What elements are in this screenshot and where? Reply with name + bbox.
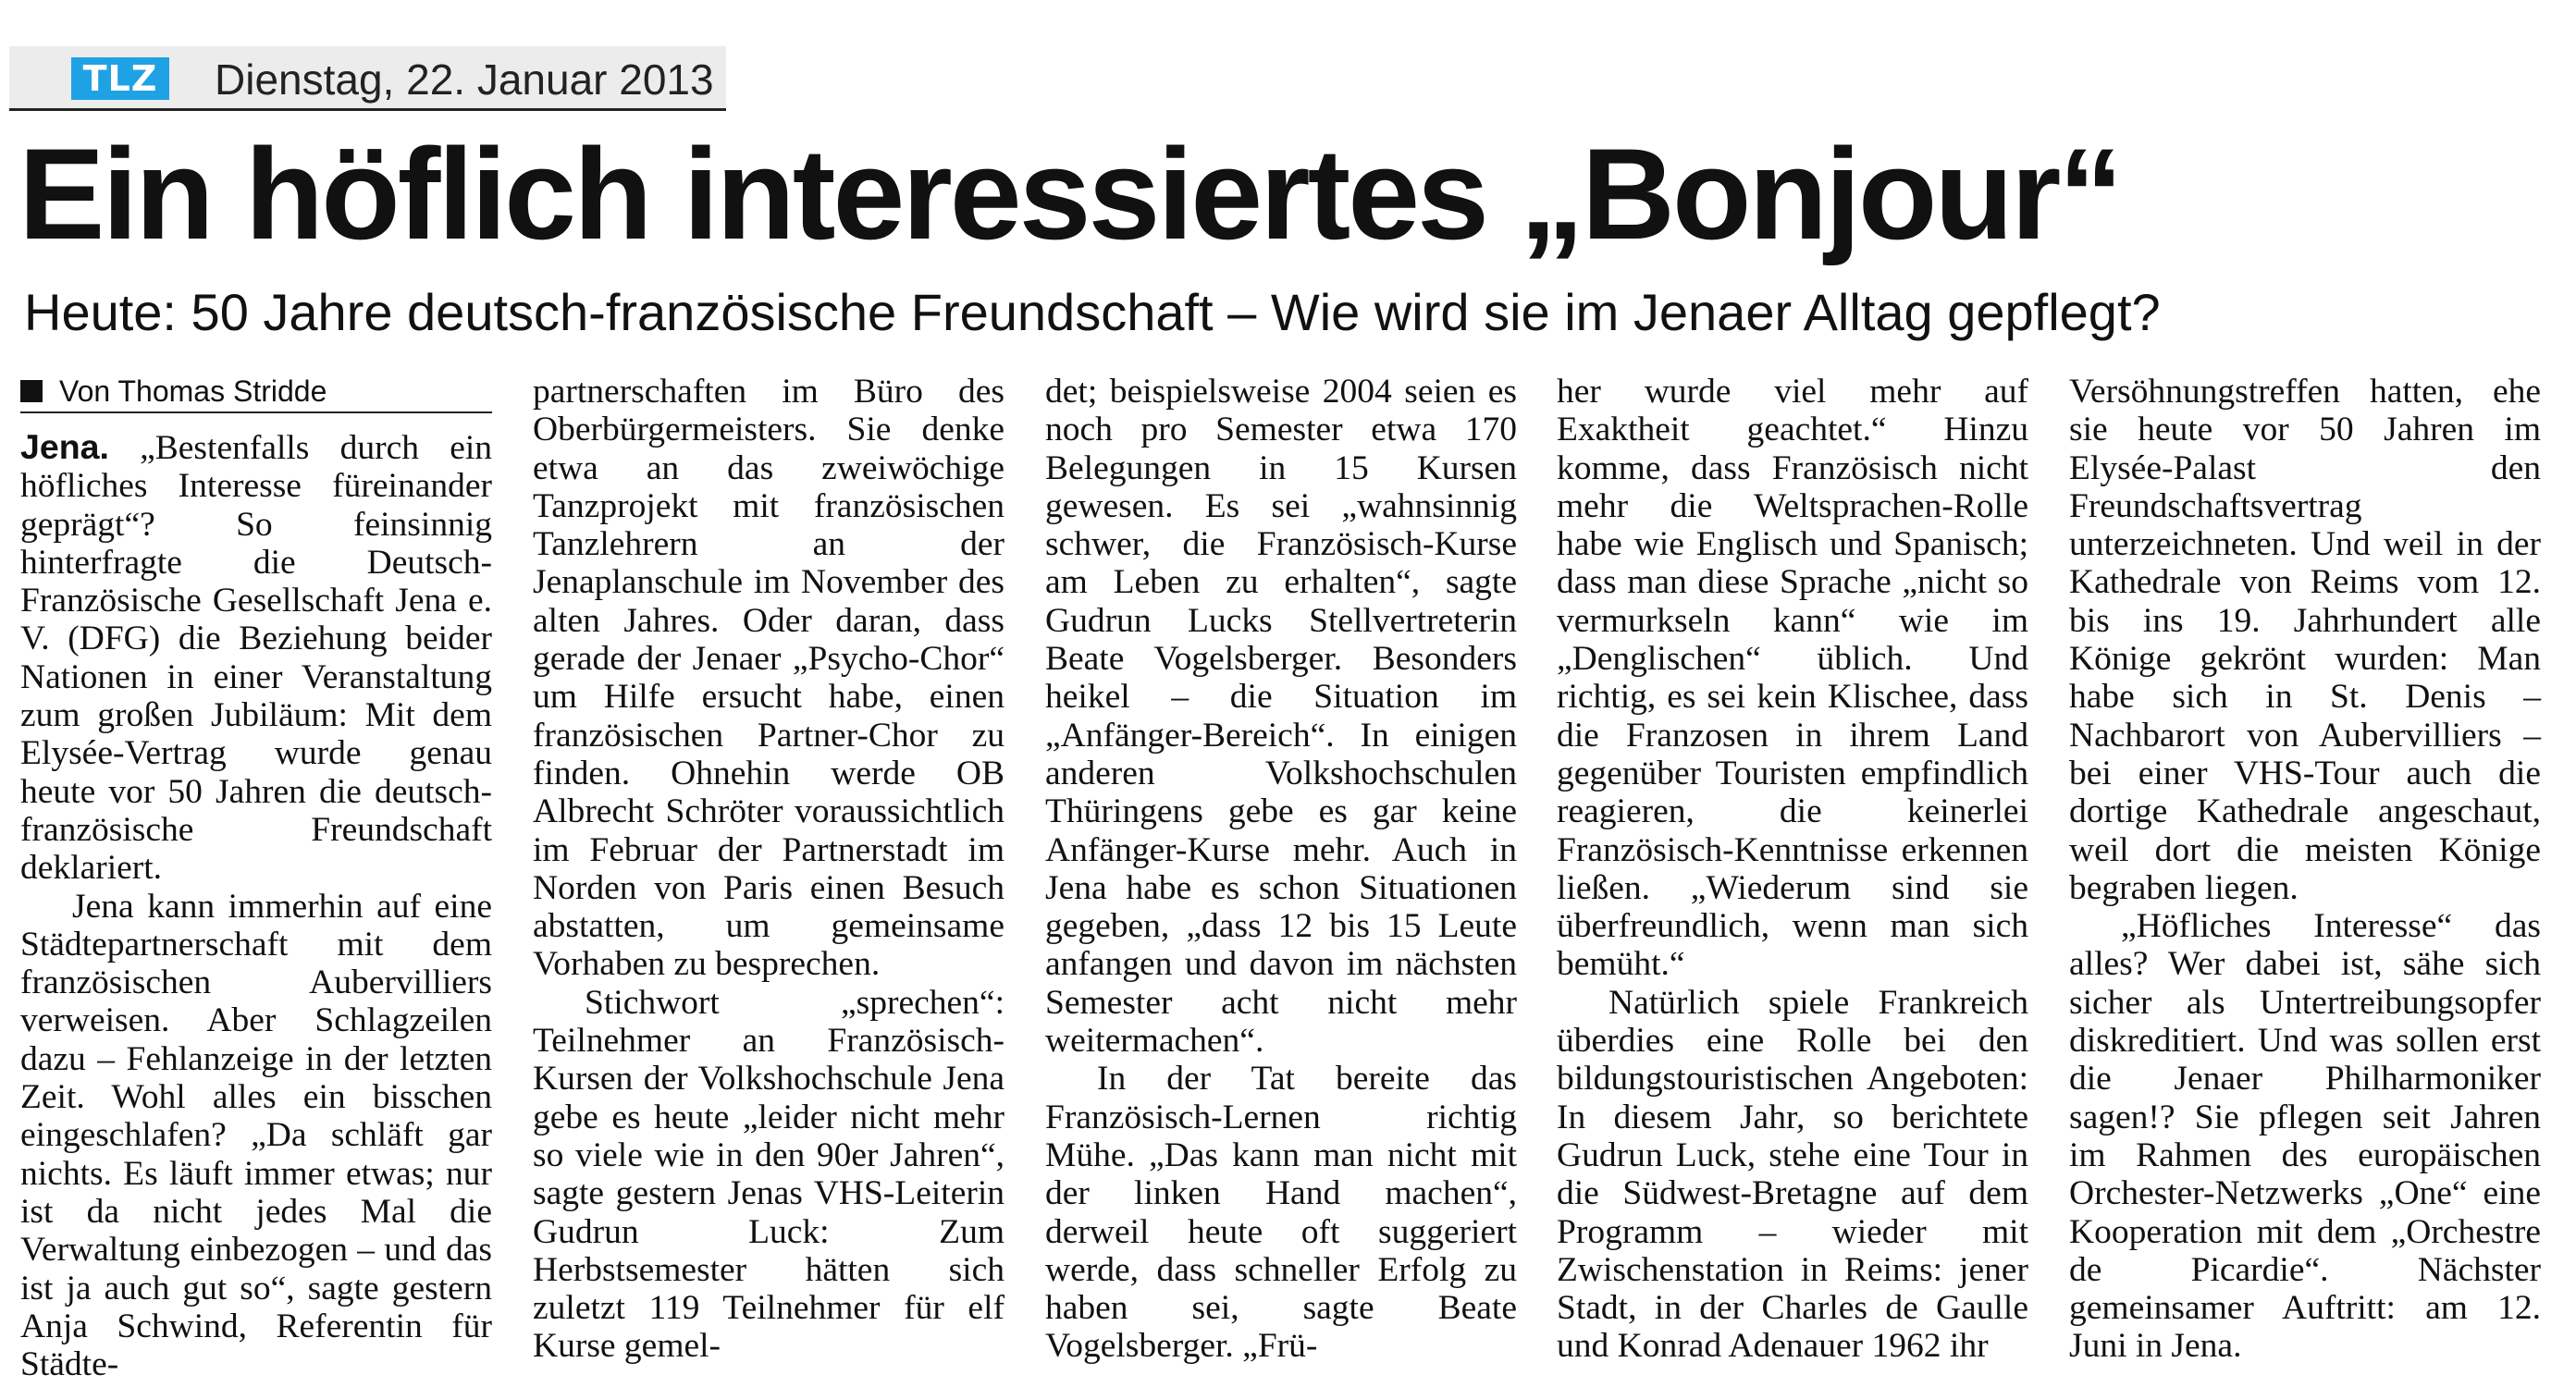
paragraph: Stichwort „sprechen“: Teilnehmer an Französisch-Kursen der Volkshochschule Jena gebe es heute „leider nicht mehr so viele wie in den 90er Jahren“, sagte gestern Jenas VHS-Leiterin Gudrun Luck: Zum Herbstsemester hätten sich zuletzt 119 Teilnehmer für elf Kurse gemel- xyxy=(533,983,1005,1366)
article-headline: Ein höflich interessiertes „Bonjour“ xyxy=(18,121,2121,266)
article-column-3 xyxy=(1045,373,1517,1366)
paragraph: her wurde viel mehr auf Exaktheit geachtet.“ Hinzu komme, dass Französisch nicht mehr die Weltsprachen-Rolle habe wie Englisch und Spanisch; dass man diese Sprache „nicht so vermurkseln kann“ wie im „Denglischen“ üblich. Und richtig, es sei kein Klischee, dass die Franzosen in ihrem Land gegenüber Touristen empfindlich reagieren, die keinerlei Französisch-Kenntnisse erkennen ließen. „Wiederum sind sie überfreundlich, wenn man sich bemüht.“ xyxy=(1557,373,2028,984)
article-column-2 xyxy=(533,373,1005,1366)
tlz-logo: TLZ xyxy=(71,57,169,100)
dateline: Jena. xyxy=(20,427,109,466)
byline xyxy=(20,373,492,413)
paragraph: det; beispielsweise 2004 seien es noch pro Semester etwa 170 Belegungen in 15 Kursen gewesen. Es sei „wahnsinnig schwer, die Französisch-Kurse am Leben zu erhalten“, sagte Gudrun Lucks Stellvertreterin Beate Vogelsberger. Besonders heikel – die Situation im „Anfänger-Bereich“. In einigen anderen Volkshochschulen Thüringens gebe es gar keine Anfänger-Kurse mehr. Auch in Jena habe es schon Situationen gegeben, „dass 12 bis 15 Leute anfangen und davon im nächsten Semester acht nicht mehr weitermachen“. xyxy=(1045,373,1517,1061)
paragraph xyxy=(20,428,492,888)
paragraph: Versöhnungstreffen hatten, ehe sie heute vor 50 Jahren im Elysée-Palast den Freundschaftsvertrag unterzeichneten. Und weil in der Kathedrale von Reims vom 12. bis ins 19. Jahrhundert alle Könige gekrönt wurden: Man habe sich in St. Denis – Nachbarort von Aubervilliers – bei einer VHS-Tour auch die dortige Kathedrale angeschaut, weil dort die meisten Könige begraben liegen. xyxy=(2069,373,2541,907)
scan-background xyxy=(721,0,2576,74)
byline-square-icon xyxy=(20,380,43,402)
newspaper-masthead xyxy=(9,46,726,111)
issue-date: Dienstag, 22. Januar 2013 xyxy=(215,55,714,104)
article-subheadline: Heute: 50 Jahre deutsch-französische Freundschaft – Wie wird sie im Jenaer Alltag gepflegt? xyxy=(24,283,2161,341)
paragraph-text: „Bestenfalls durch ein höfliches Interesse füreinander geprägt“? So feinsinnig hinterfragte die Deutsch-Französische Gesellschaft Jena e. V. (DFG) die Beziehung beider Nationen in einer Veranstaltung zum großen Jubiläum: Mit dem Elysée-Vertrag wurde genau heute vor 50 Jahren die deutsch-französische Freundschaft deklariert. xyxy=(20,429,493,888)
article-column-1 xyxy=(20,373,492,1383)
paragraph: Natürlich spiele Frankreich überdies eine Rolle bei den bildungstouristischen Angeboten: In diesem Jahr, so berichtete Gudrun Luck, stehe eine Tour in die Südwest-Bretagne auf dem Programm – wieder mit Zwischenstation in Reims: jener Stadt, in der Charles de Gaulle und Konrad Adenauer 1962 ihr xyxy=(1557,983,2028,1366)
paragraph: Jena kann immerhin auf eine Städtepartnerschaft mit dem französischen Aubervilliers verweisen. Aber Schlagzeilen dazu – Fehlanzeige in der letzten Zeit. Wohl alles ein bisschen eingeschlafen? „Da schläft gar nichts. Es läuft immer etwas; nur ist da nicht jedes Mal die Verwaltung einbezogen – und das ist ja auch gut so“, sagte gestern Anja Schwind, Referentin für Städte- xyxy=(20,887,492,1384)
article-column-5 xyxy=(2069,373,2541,1366)
article-column-4 xyxy=(1557,373,2028,1366)
paragraph: partnerschaften im Büro des Oberbürgermeisters. Sie denke etwa an das zweiwöchige Tanzprojekt mit französischen Tanzlehrern an der Jenaplanschule im November des alten Jahres. Oder daran, dass gerade der Jenaer „Psycho-Chor“ um Hilfe ersucht habe, einen französischen Partner-Chor zu finden. Ohnehin werde OB Albrecht Schröter voraussichtlich im Februar der Partnerstadt im Norden von Paris einen Besuch abstatten, um gemeinsame Vorhaben zu besprechen. xyxy=(533,373,1005,984)
byline-text: Von Thomas Stridde xyxy=(59,374,327,408)
paragraph: „Höfliches Interesse“ das alles? Wer dabei ist, sähe sich sicher als Untertreibungsopfer diskreditiert. Und was sollen erst die Jenaer Philharmoniker sagen!? Sie pflegen seit Jahren im Rahmen des europäischen Orchester-Netzwerks „One“ eine Kooperation mit dem „Orchestre de Picardie“. Nächster gemeinsamer Auftritt: am 12. Juni in Jena. xyxy=(2069,907,2541,1366)
paragraph: In der Tat bereite das Französisch-Lernen richtig Mühe. „Das kann man nicht mit der linken Hand machen“, derweil heute oft suggeriert werde, dass schneller Erfolg zu haben sei, sagte Beate Vogelsberger. „Frü- xyxy=(1045,1060,1517,1366)
